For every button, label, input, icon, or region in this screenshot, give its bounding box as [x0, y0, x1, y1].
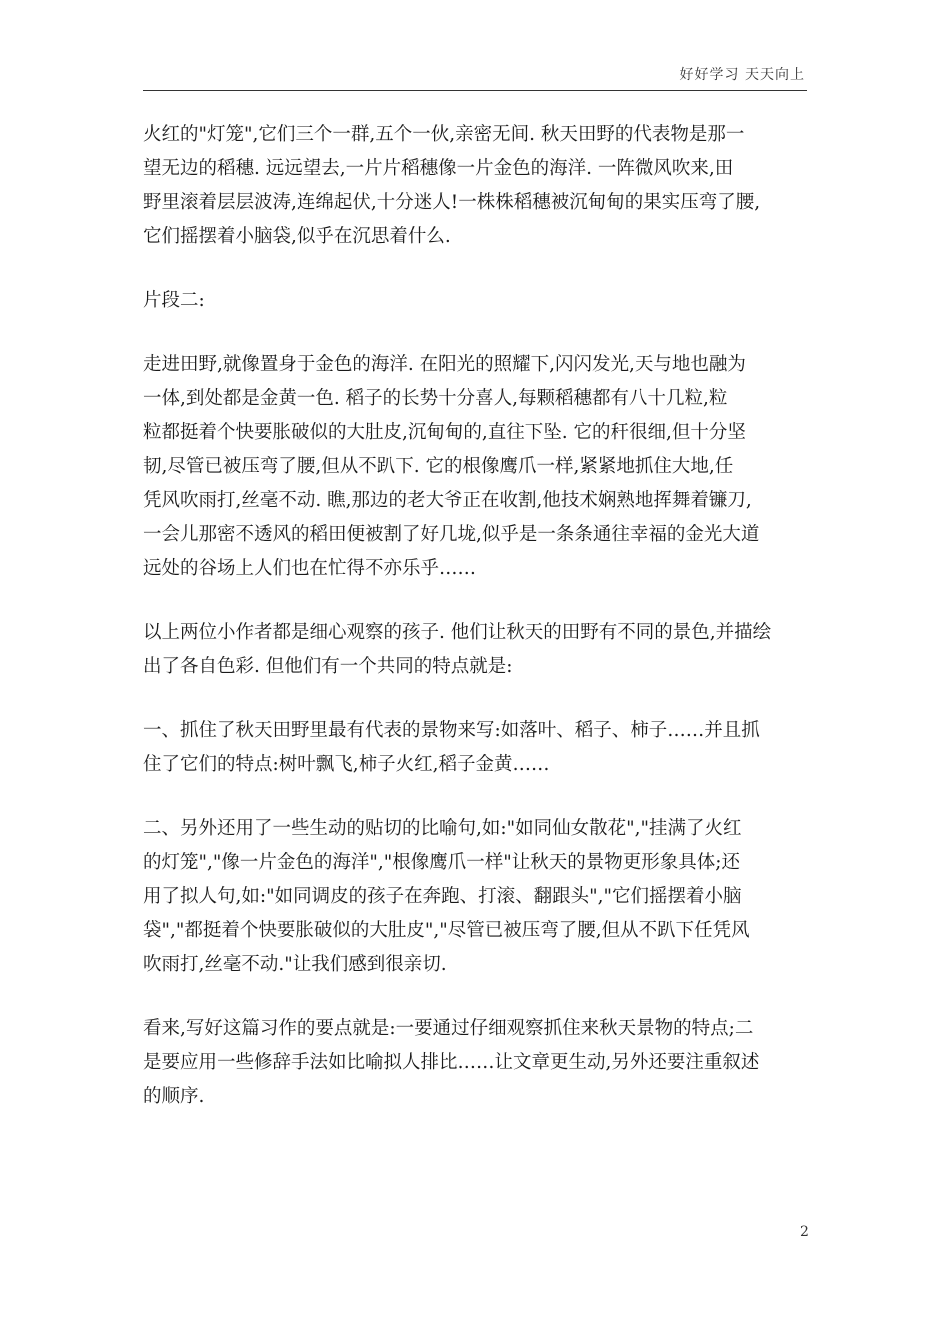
text-line: 出了各自色彩. 但他们有一个共同的特点就是:	[143, 656, 513, 677]
text-line: 凭风吹雨打,丝毫不动. 瞧,那边的老大爷正在收割,他技术娴熟地挥舞着镰刀,	[143, 490, 752, 511]
text-line: 一体,到处都是金黄一色. 稻子的长势十分喜人,每颗稻穗都有八十几粒,粒	[143, 388, 728, 409]
page-header	[143, 62, 807, 91]
text-line: 的顺序.	[143, 1086, 205, 1107]
paragraph	[143, 284, 807, 318]
text-line: 野里滚着层层波涛,连绵起伏,十分迷人!一株株稻穗被沉甸甸的果实压弯了腰,	[143, 192, 761, 213]
text-line: 二、另外还用了一些生动的贴切的比喻句,如:"如同仙女散花","挂满了火红	[143, 818, 742, 839]
text-line: 一会儿那密不透风的稻田便被割了好几垅,似乎是一条条通往幸福的金光大道	[143, 524, 760, 545]
text-line: 是要应用一些修辞手法如比喻拟人排比……让文章更生动,另外还要注重叙述	[143, 1052, 760, 1073]
text-line: 它们摇摆着小脑袋,似乎在沉思着什么.	[143, 226, 451, 247]
paragraph	[143, 714, 807, 782]
paragraph	[143, 812, 807, 982]
text-line: 用了拟人句,如:"如同调皮的孩子在奔跑、打滚、翻跟头","它们摇摆着小脑	[143, 886, 742, 907]
text-line: 走进田野,就像置身于金色的海洋. 在阳光的照耀下,闪闪发光,天与地也融为	[143, 354, 746, 375]
document-body	[143, 118, 807, 1144]
text-line: 粒都挺着个快要胀破似的大肚皮,沉甸甸的,直往下坠. 它的秆很细,但十分坚	[143, 422, 746, 443]
text-line: 袋","都挺着个快要胀破似的大肚皮","尽管已被压弯了腰,但从不趴下任凭风	[143, 920, 750, 941]
paragraph	[143, 616, 807, 684]
page-number: 2	[800, 1224, 809, 1240]
text-line: 看来,写好这篇习作的要点就是:一要通过仔细观察抓住来秋天景物的特点;二	[143, 1018, 754, 1039]
text-line: 一、抓住了秋天田野里最有代表的景物来写:如落叶、稻子、柿子……并且抓	[143, 720, 760, 741]
paragraph	[143, 118, 807, 254]
text-line: 远处的谷场上人们也在忙得不亦乐乎……	[143, 558, 477, 579]
text-line: 住了它们的特点:树叶飘飞,柿子火红,稻子金黄……	[143, 754, 550, 775]
text-line: 以上两位小作者都是细心观察的孩子. 他们让秋天的田野有不同的景色,并描绘	[143, 622, 772, 643]
paragraph	[143, 348, 807, 586]
text-line: 望无边的稻穗. 远远望去,一片片稻穗像一片金色的海洋. 一阵微风吹来,田	[143, 158, 734, 179]
text-line: 火红的"灯笼",它们三个一群,五个一伙,亲密无间. 秋天田野的代表物是那一	[143, 124, 745, 145]
header-motto: 好好学习 天天向上	[679, 67, 805, 83]
text-line: 吹雨打,丝毫不动."让我们感到很亲切.	[143, 954, 447, 975]
text-line: 片段二:	[143, 290, 205, 311]
text-line: 韧,尽管已被压弯了腰,但从不趴下. 它的根像鹰爪一样,紧紧地抓住大地,任	[143, 456, 734, 477]
text-line: 的灯笼","像一片金色的海洋","根像鹰爪一样"让秋天的景物更形象具体;还	[143, 852, 741, 873]
paragraph	[143, 1012, 807, 1114]
